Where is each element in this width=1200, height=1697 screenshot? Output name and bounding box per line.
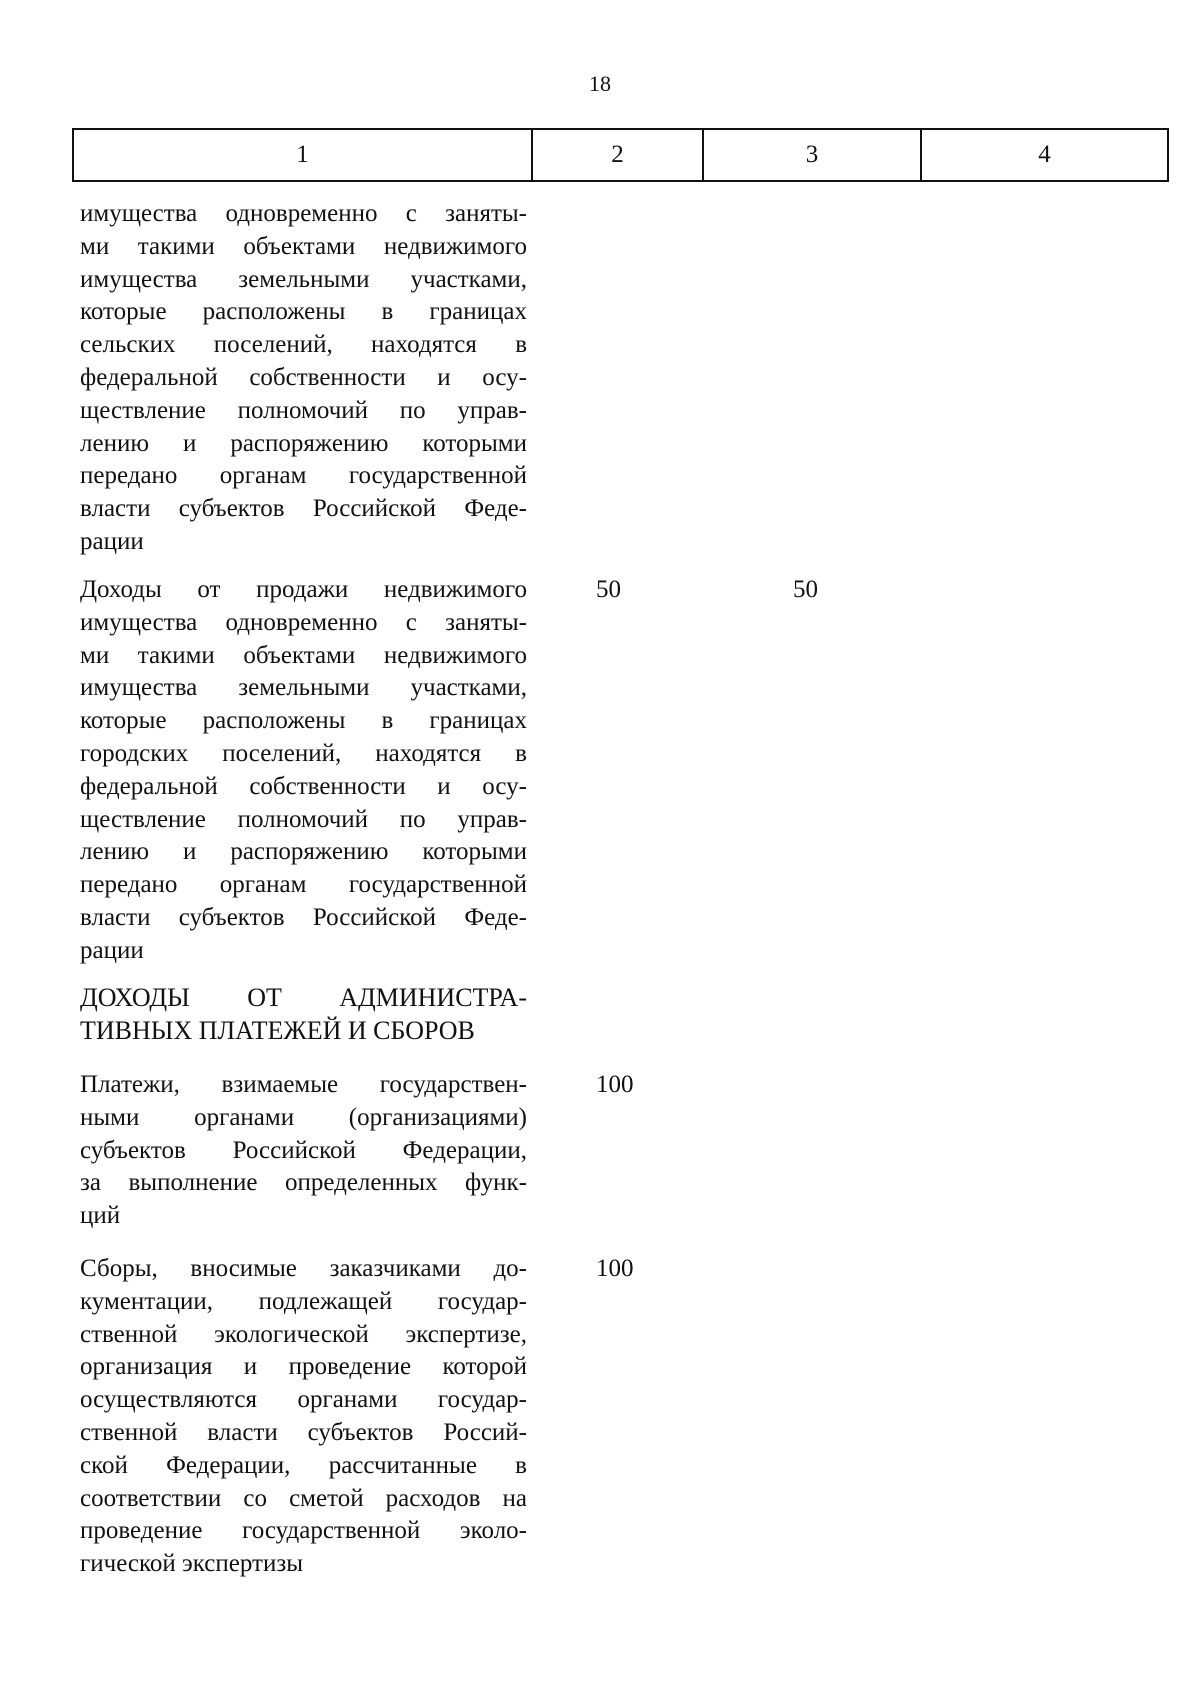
section-heading xyxy=(80,982,527,1048)
text-line: ными органами (организациями) xyxy=(80,1103,527,1131)
text-line: власти субъектов Российской Феде- xyxy=(80,495,527,523)
text-line: лению и распоряжению которыми xyxy=(80,429,527,457)
text-line: сельских поселений, находятся в xyxy=(80,331,527,359)
text-line: федеральной собственности и осу- xyxy=(80,363,527,391)
text-line: за выполнение определенных функ- xyxy=(80,1169,527,1197)
text-line: осуществляются органами государ- xyxy=(80,1386,527,1414)
text-line: ществление полномочий по управ- xyxy=(80,805,527,833)
column-number-header xyxy=(72,128,1169,182)
text-line: соответствии со сметой расходов на xyxy=(80,1484,527,1512)
text-line: ций xyxy=(80,1202,121,1230)
text-line: ственной власти субъектов Россий- xyxy=(80,1418,527,1446)
row-description xyxy=(80,198,527,559)
text-line: ми такими объектами недвижимого xyxy=(80,232,527,260)
column-2-value: 100 xyxy=(596,1071,634,1098)
text-line: имущества земельными участками, xyxy=(80,265,527,293)
text-line: рации xyxy=(80,936,144,964)
text-line: которые расположены в границах xyxy=(80,298,527,326)
text-line: ДОХОДЫ ОТ АДМИНИСТРА- xyxy=(80,983,527,1012)
text-line: кументации, подлежащей государ- xyxy=(80,1287,527,1315)
text-line: которые расположены в границах xyxy=(80,707,527,735)
text-line: рации xyxy=(80,527,144,555)
text-line: федеральной собственности и осу- xyxy=(80,772,527,800)
text-line: городских поселений, находятся в xyxy=(80,739,527,767)
text-line: имущества одновременно с заняты- xyxy=(80,200,527,227)
text-line: организация и проведение которой xyxy=(80,1353,527,1381)
text-line: передано органам государственной xyxy=(80,871,527,899)
text-line: Платежи, взимаемые государствен- xyxy=(80,1071,527,1098)
text-line: Доходы от продажи недвижимого xyxy=(80,576,527,603)
column-header-3: 3 xyxy=(703,129,921,181)
text-line: ми такими объектами недвижимого xyxy=(80,641,527,669)
text-line: лению и распоряжению которыми xyxy=(80,838,527,866)
column-header-4: 4 xyxy=(921,129,1168,181)
column-3-value: 50 xyxy=(793,576,818,603)
row-description xyxy=(80,1253,527,1581)
page-number: 18 xyxy=(589,71,611,96)
text-line: проведение государственной эколо- xyxy=(80,1517,527,1545)
column-2-value: 50 xyxy=(596,576,621,603)
row-description xyxy=(80,574,527,968)
column-2-value: 100 xyxy=(596,1255,634,1282)
text-line: имущества земельными участками, xyxy=(80,674,527,702)
text-line: имущества одновременно с заняты- xyxy=(80,608,527,636)
column-header-1: 1 xyxy=(73,129,532,181)
text-line: власти субъектов Российской Феде- xyxy=(80,903,527,931)
text-line: ществление полномочий по управ- xyxy=(80,396,527,424)
text-line: гической экспертизы xyxy=(80,1550,303,1578)
column-header-2: 2 xyxy=(532,129,703,181)
text-line: субъектов Российской Федерации, xyxy=(80,1136,527,1164)
text-line: ТИВНЫХ ПЛАТЕЖЕЙ И СБОРОВ xyxy=(80,1015,475,1045)
text-line: передано органам государственной xyxy=(80,462,527,490)
text-line: ственной экологической экспертизе, xyxy=(80,1320,527,1348)
row-description xyxy=(80,1069,527,1233)
text-line: ской Федерации, рассчитанные в xyxy=(80,1451,527,1479)
text-line: Сборы, вносимые заказчиками до- xyxy=(80,1255,527,1282)
